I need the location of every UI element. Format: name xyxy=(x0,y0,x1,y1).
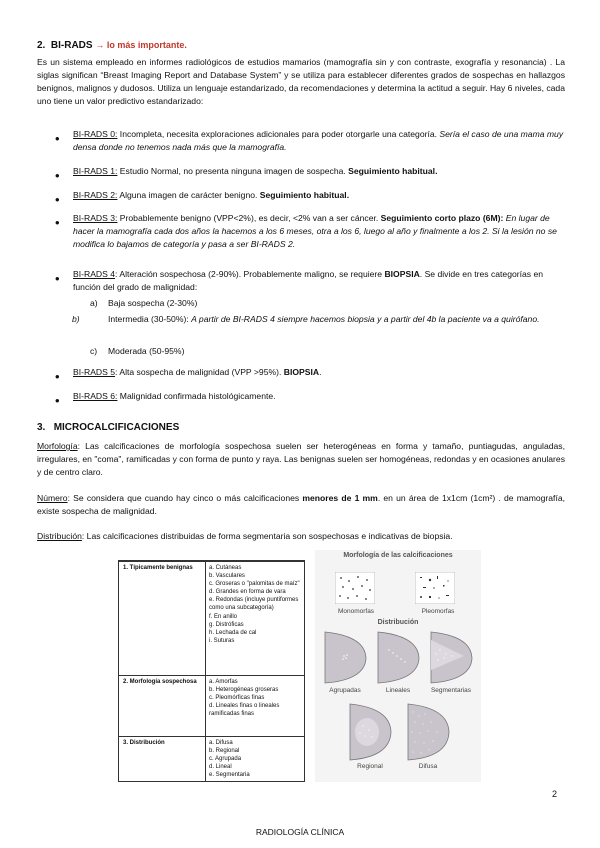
table-row xyxy=(119,561,304,675)
bullet-icon: • xyxy=(55,168,60,183)
birads-text: Estudio Normal, no presenta ninguna imagen de sospecha. xyxy=(117,166,349,176)
birads-recommendation: BIOPSIA xyxy=(283,367,320,377)
paragraph-text: : Las calcificaciones de morfología sospechosa suelen ser heterogéneas en forma y tamaño, puntiagudas, anguladas, irregulares, en "coma", ramificadas y con forma de punto y raya. Las benignas suelen ser homogéneas, redondas y en ocasiones anulares y de centro claro. xyxy=(37,441,565,477)
birads-5-item xyxy=(73,366,565,379)
paragraph-text: : Las calcificaciones distribuidas de forma segmentaria son sospechosas e indicativas de biopsia. xyxy=(81,531,453,541)
sub-note: A partir de BI-RADS 4 siempre hacemos biopsia y a partir del 4b la paciente va a quirófano. xyxy=(191,314,540,324)
label-regional: Regional xyxy=(357,763,383,770)
breast-regional xyxy=(345,702,395,762)
monomorphic-pattern xyxy=(335,572,375,604)
section-number: 2. xyxy=(37,40,46,51)
birads-label: BI-RADS 5 xyxy=(73,367,116,377)
birads-text-end: . Se divide en tres categorías en función del grado de malignidad: xyxy=(73,269,544,292)
birads-label: BI-RADS 4 xyxy=(73,269,116,279)
birads-text: : Alteración sospechosa (2-90%). Probablemente maligno, se requiere xyxy=(115,269,385,279)
table-row-heading: 3. Distribución xyxy=(123,740,165,746)
birads-label: BI-RADS 2: xyxy=(73,190,118,200)
paragraph-text-end: . en un área de 1x1cm (1cm²) . de mamografía, existe sospecha de malignidad. xyxy=(37,493,565,516)
birads-4-item xyxy=(73,268,565,294)
birads-label: BI-RADS 3: xyxy=(73,213,118,223)
birads-note: Sería el caso de una mama muy densa donde no tenemos nada más que la mamografía. xyxy=(73,129,564,152)
sub-label: a) xyxy=(90,298,98,308)
birads-label: BI-RADS 6: xyxy=(73,391,118,401)
paragraph-label: Distribución xyxy=(37,531,82,541)
birads-4a xyxy=(90,297,565,310)
birads-2-item xyxy=(73,189,565,202)
paragraph-text: : Se considera que cuando hay cinco o más calcificaciones xyxy=(67,493,303,503)
birads-text: Alguna imagen de carácter benigno. xyxy=(117,190,260,200)
birads-recommendation: BIOPSIA xyxy=(384,269,420,279)
section-title: MICROCALCIFICACIONES xyxy=(53,422,180,433)
birads-3-item xyxy=(73,212,565,251)
morfologia-paragraph xyxy=(37,440,565,479)
birads-text: : Alta sospecha de malignidad (VPP >95%). xyxy=(115,367,284,377)
paragraph-label: Morfología xyxy=(37,441,78,451)
sub-label: b) xyxy=(72,314,80,324)
birads-text: Malignidad confirmada histológicamente. xyxy=(117,391,276,401)
bullet-icon: • xyxy=(55,192,60,207)
highlight-text: lo más importante. xyxy=(106,40,187,50)
birads-0-item xyxy=(73,128,565,154)
section-number: 3. xyxy=(37,422,46,433)
birads-text: Probablemente benigno (VPP<2%), es decir, <2% van a ser cáncer. xyxy=(117,213,381,223)
numero-paragraph xyxy=(37,492,565,518)
label-difusa: Difusa xyxy=(418,763,438,770)
bullet-icon: • xyxy=(55,215,60,230)
sub-text: Moderada (50-95%) xyxy=(108,346,185,356)
pleomorphic-pattern xyxy=(415,572,455,604)
arrow-icon: → xyxy=(95,40,105,50)
bullet-icon: • xyxy=(55,131,60,146)
label-pleomorfas: Pleomorfas xyxy=(421,608,455,615)
label-segmentarias: Segmentarias xyxy=(430,687,472,694)
sub-text: Baja sospecha (2-30%) xyxy=(108,298,198,308)
section-2-heading xyxy=(37,38,187,53)
label-agrupadas: Agrupadas xyxy=(329,687,361,694)
paragraph-label: Número xyxy=(37,493,68,503)
birads-recommendation: Seguimiento habitual. xyxy=(348,166,438,176)
bullet-icon: • xyxy=(55,369,60,384)
page-number: 2 xyxy=(552,789,558,799)
birads-note: En lugar de hacer la mamografía cada dos años la hacemos a los 6 meses, otra a los 6, luego al año y finalmente a los 2. Si la lesión no se modifica lo bajamos de categoría y pasa a ser BI-RADS 2. xyxy=(73,213,557,249)
highlight-note xyxy=(95,40,187,50)
breast-segmental xyxy=(426,630,476,685)
table-row-heading: 1. Típicamente benignas xyxy=(123,565,193,571)
calcification-illustration xyxy=(315,550,481,782)
birads-4b xyxy=(72,313,565,326)
table-row-items: a. Amorfas b. Heterogéneas groseras c. Pleomórficas finas d. Lineales finas o lineales ramificadas finas xyxy=(209,679,280,718)
breast-diffuse xyxy=(403,702,453,762)
distribution-title: Distribución xyxy=(377,619,419,626)
birads-recommendation: Seguimiento corto plazo (6M): xyxy=(380,213,504,223)
sub-text: Intermedia (30-50%): xyxy=(108,314,192,324)
table-row xyxy=(119,736,304,781)
intro-paragraph: Es un sistema empleado en informes radiológicos de estudios mamarios (mamografía sin y con contraste, exografía y resonancia) . La siglas significan “Breast Imaging Report and Database System” y se utiliza para establecer diferentes grados de sospechas en hallazgos benignos, malignos y dudosos. Utiliza un lenguaje estandarizado, da recomendaciones y determina la actitud a seguir. Hay 6 niveles, cada uno tiene un valor predictivo estandarizado: xyxy=(37,57,565,106)
label-lineales: Lineales xyxy=(385,687,411,694)
birads-text: Incompleta, necesita exploraciones adicionales para poder otorgarle una categoría. xyxy=(117,129,440,139)
breast-linear xyxy=(373,630,423,685)
section-3-heading xyxy=(37,420,179,435)
figure-title: Morfología de las calcificaciones xyxy=(343,552,453,559)
bullet-icon: • xyxy=(55,393,60,408)
birads-label: BI-RADS 1: xyxy=(73,166,118,176)
breast-grouped xyxy=(320,630,370,685)
birads-recommendation: Seguimiento habitual. xyxy=(259,190,350,200)
table-row-heading: 2. Morfología sospechosa xyxy=(123,679,197,685)
table-row-items: a. Difusa b. Regional c. Agrupada d. Lineal e. Segmentaria xyxy=(209,740,250,779)
bullet-icon: • xyxy=(55,271,60,286)
table-row-items: a. Cutáneas b. Vasculares c. Groseras o "palomitas de maíz" d. Grandes en forma de vara e. Redondas (incluye puntiformes como una subcategoría) f. En anillo g. Distróficas h. Lechada de cal i. Suturas xyxy=(209,565,300,644)
page-footer: RADIOLOGÍA CLÍNICA xyxy=(255,827,345,837)
label-monomorfas: Monomorfas xyxy=(337,608,375,615)
birads-4c xyxy=(90,345,565,358)
birads-6-item xyxy=(73,390,565,403)
birads-text-end: . xyxy=(319,367,322,377)
birads-1-item xyxy=(73,165,565,178)
calcification-table xyxy=(118,560,305,782)
paragraph-bold: menores de 1 mm xyxy=(302,493,378,503)
section-title: BI-RADS xyxy=(50,40,93,51)
birads-label: BI-RADS 0: xyxy=(73,129,118,139)
distribucion-paragraph xyxy=(37,530,565,543)
table-row xyxy=(119,675,304,736)
sub-label: c) xyxy=(90,346,98,356)
